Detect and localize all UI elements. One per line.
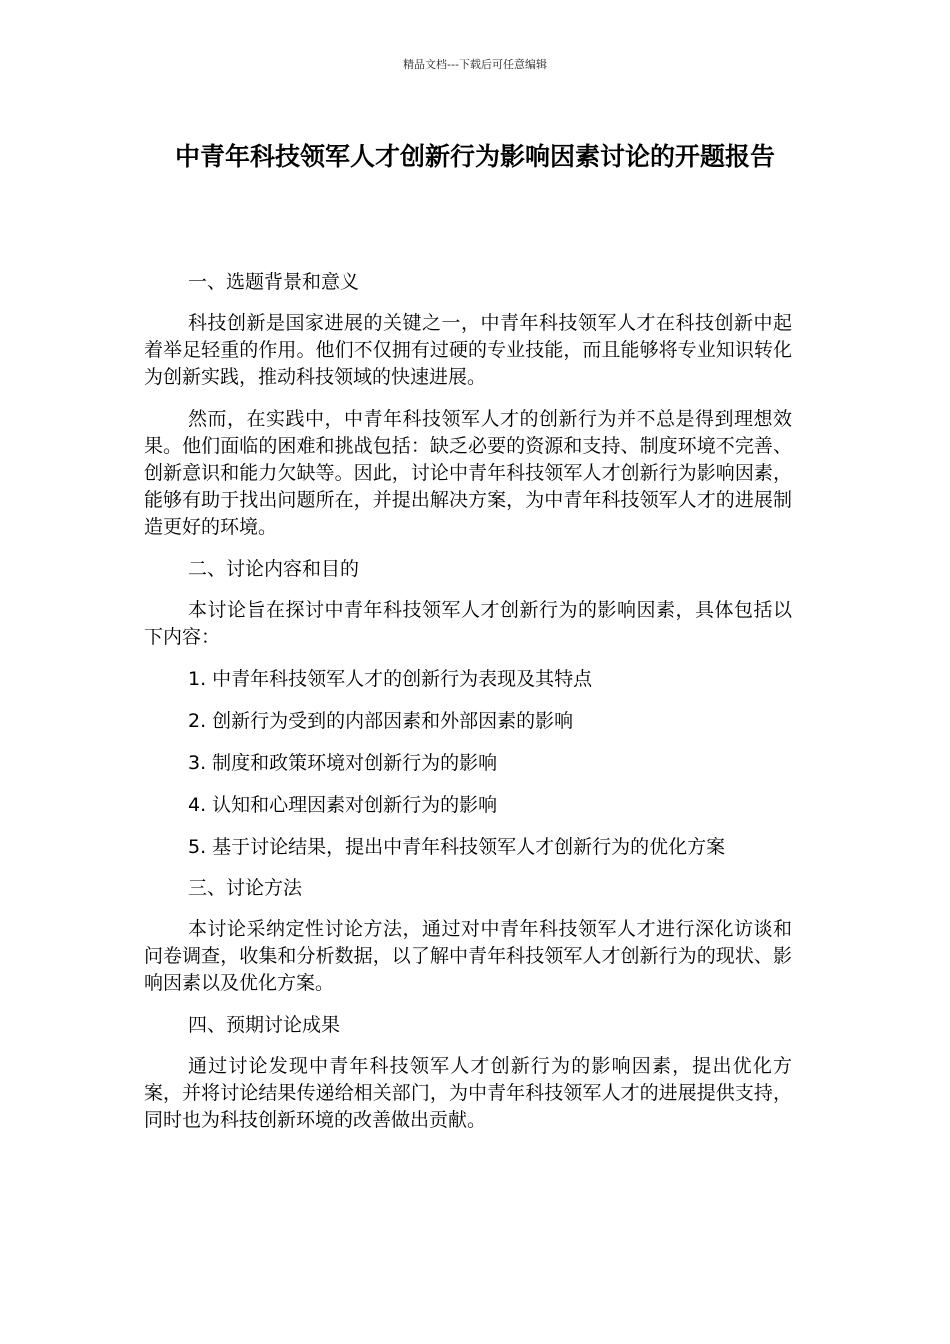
list-item: 5. 基于讨论结果，提出中青年科技领军人才创新行为的优化方案 xyxy=(188,836,726,858)
list-item: 3. 制度和政策环境对创新行为的影响 xyxy=(188,752,498,774)
section-heading-content: 二、讨论内容和目的 xyxy=(188,558,360,580)
document-title: 中青年科技领军人才创新行为影响因素讨论的开题报告 xyxy=(174,142,775,171)
paragraph-outcomes: 通过讨论发现中青年科技领军人才创新行为的影响因素，提出优化方案，并将讨论结果传递给相关部门，为中青年科技领军人才的进展提供支持，同时也为科技创新环境的改善做出贡献。 xyxy=(144,1055,792,1131)
header-note: 精品文档---下载后可任意编辑 xyxy=(403,58,547,71)
list-item: 1. 中青年科技领军人才的创新行为表现及其特点 xyxy=(188,668,593,690)
paragraph-method: 本讨论采纳定性讨论方法，通过对中青年科技领军人才进行深化访谈和问卷调查，收集和分析数据，以了解中青年科技领军人才创新行为的现状、影响因素以及优化方案。 xyxy=(144,918,792,994)
list-item: 4. 认知和心理因素对创新行为的影响 xyxy=(188,794,498,816)
section-heading-background: 一、选题背景和意义 xyxy=(188,271,360,293)
section-heading-outcomes: 四、预期讨论成果 xyxy=(188,1014,341,1036)
paragraph-background-2: 然而，在实践中，中青年科技领军人才的创新行为并不总是得到理想效果。他们面临的困难和挑战包括：缺乏必要的资源和支持、制度环境不完善、创新意识和能力欠缺等。因此，讨论中青年科技领军人才创新行为影响因素，能够有助于找出问题所在，并提出解决方案，为中青年科技领军人才的进展制造更好的环境。 xyxy=(144,408,792,538)
document-body xyxy=(144,269,792,1149)
paragraph-background-1: 科技创新是国家进展的关键之一，中青年科技领军人才在科技创新中起着举足轻重的作用。他们不仅拥有过硬的专业技能，而且能够将专业知识转化为创新实践，推动科技领域的快速进展。 xyxy=(144,312,792,388)
list-item: 2. 创新行为受到的内部因素和外部因素的影响 xyxy=(188,710,574,732)
section-heading-method: 三、讨论方法 xyxy=(188,877,303,899)
paragraph-content-intro: 本讨论旨在探讨中青年科技领军人才创新行为的影响因素，具体包括以下内容： xyxy=(144,599,792,648)
